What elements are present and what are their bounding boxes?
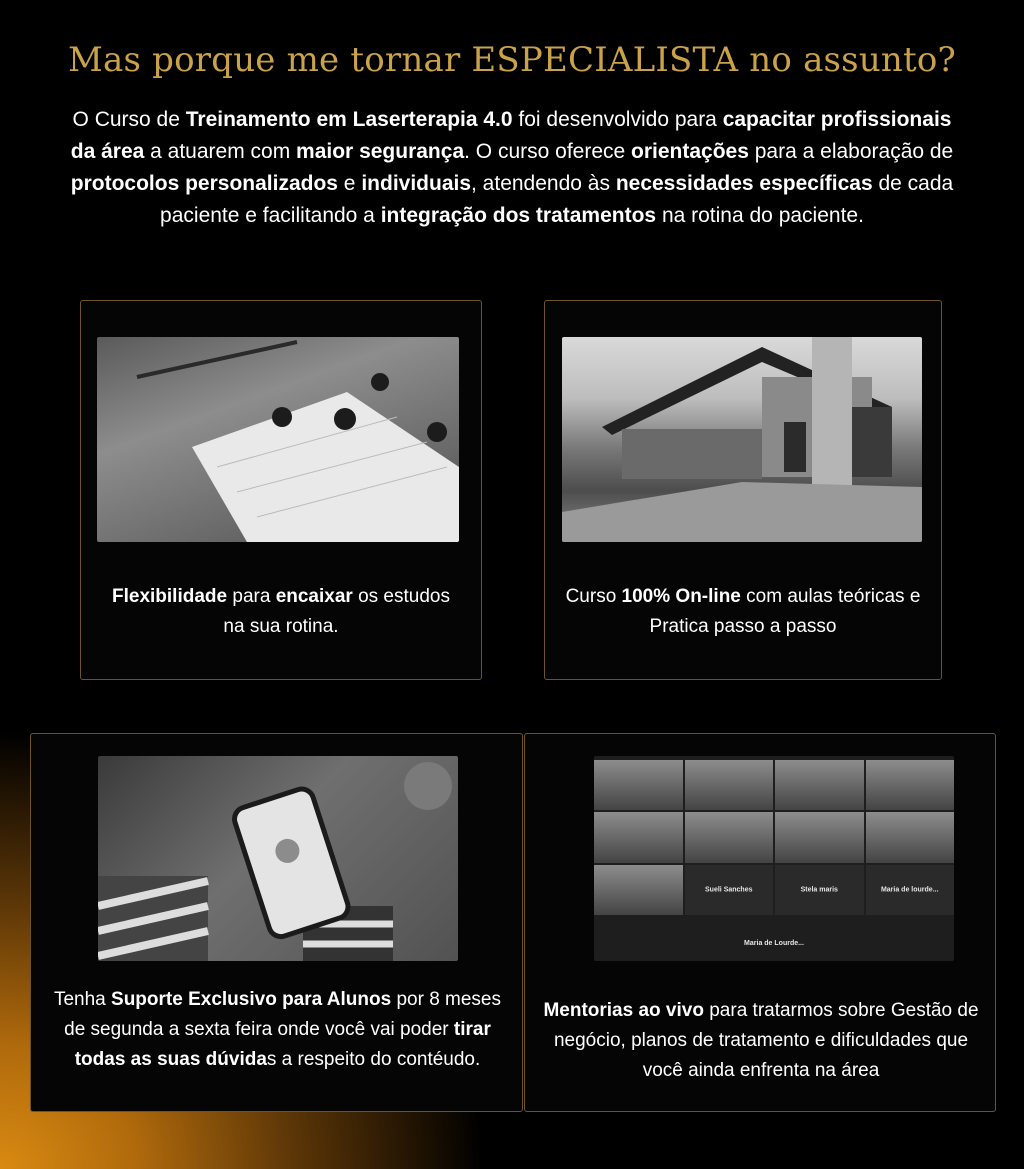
video-tile — [775, 812, 864, 862]
intro-bold: protocolos personalizados — [70, 172, 338, 195]
caption-bold: Suporte Exclusivo para Alunos — [111, 989, 392, 1010]
clinic-building-photo — [562, 337, 922, 542]
intro-text: . O curso oferece — [464, 140, 632, 163]
feature-card-support — [30, 733, 523, 1112]
caption-text: para tratarmos sobre Gestão de negócio, planos de tratamento e dificuldades que você ainda enfrenta na área — [553, 1000, 979, 1081]
intro-bold: individuais — [361, 172, 472, 195]
video-call-photo — [594, 756, 954, 961]
whatsapp-phone-photo — [98, 756, 458, 961]
intro-bold: orientações — [631, 140, 749, 163]
card-caption — [535, 996, 987, 1086]
intro-bold: capacitar profissionais da área — [70, 108, 952, 163]
calendar-photo — [97, 337, 459, 542]
participant-name: Sueli Sanches — [705, 886, 753, 894]
caption-text: com aulas teóricas e Pratica passo a passo — [649, 586, 921, 637]
intro-text: e — [337, 172, 362, 195]
caption-bold: encaixar — [275, 586, 353, 607]
video-tile — [594, 760, 683, 810]
card-caption — [101, 582, 461, 642]
feature-card-online — [544, 300, 942, 680]
caption-text: Tenha — [53, 989, 112, 1010]
feature-card-mentoring — [524, 733, 996, 1112]
participant-name: Maria de lourde... — [880, 886, 939, 894]
video-tile-name-only — [866, 865, 955, 915]
video-tile — [685, 760, 774, 810]
intro-bold: maior segurança — [296, 140, 465, 163]
building-icon — [562, 337, 922, 542]
video-tile-name-only — [775, 865, 864, 915]
participant-name: Maria de Lourde... — [744, 940, 804, 947]
video-tile-name-only — [685, 865, 774, 915]
caption-text: s a respeito do contéudo. — [266, 1049, 481, 1070]
intro-text: foi desenvolvido para — [512, 108, 723, 131]
caption-text: por 8 meses de segunda a sexta feira onde você vai poder — [64, 989, 501, 1040]
intro-paragraph — [60, 104, 964, 232]
intro-bold: integração dos tratamentos — [380, 204, 657, 227]
caption-bold: Mentorias ao vivo — [543, 1000, 704, 1021]
video-tile — [775, 760, 864, 810]
calendar-pins-icon — [97, 337, 459, 542]
feature-card-flexibility — [80, 300, 482, 680]
caption-bold: 100% On-line — [621, 586, 741, 607]
card-caption — [563, 582, 923, 642]
intro-bold: Treinamento em Laserterapia 4.0 — [185, 108, 513, 131]
intro-text: O Curso de — [72, 108, 186, 131]
intro-text: a atuarem com — [144, 140, 297, 163]
intro-text: , atendendo às — [471, 172, 616, 195]
video-tile — [866, 812, 955, 862]
caption-text: Curso — [565, 586, 622, 607]
caption-text: para — [227, 586, 276, 607]
card-caption — [51, 985, 504, 1075]
intro-text: para a elaboração de — [748, 140, 954, 163]
video-tile — [594, 865, 683, 915]
video-call-grid — [594, 760, 954, 915]
intro-text: na rotina do paciente. — [656, 204, 864, 227]
phone-icon — [98, 756, 458, 961]
caption-bold: Flexibilidade — [112, 586, 228, 607]
intro-bold: necessidades específicas — [615, 172, 873, 195]
video-tile — [594, 812, 683, 862]
intro-text: de cada paciente e facilitando a — [160, 172, 954, 227]
caption-bold: tirar todas as suas dúvida — [74, 1019, 491, 1070]
participant-name: Stela maris — [800, 886, 838, 894]
video-tile — [866, 760, 955, 810]
video-tile — [685, 812, 774, 862]
caption-text: os estudos na sua rotina. — [223, 586, 450, 637]
page-title: Mas porque me tornar ESPECIALISTA no assunto? — [68, 40, 956, 80]
